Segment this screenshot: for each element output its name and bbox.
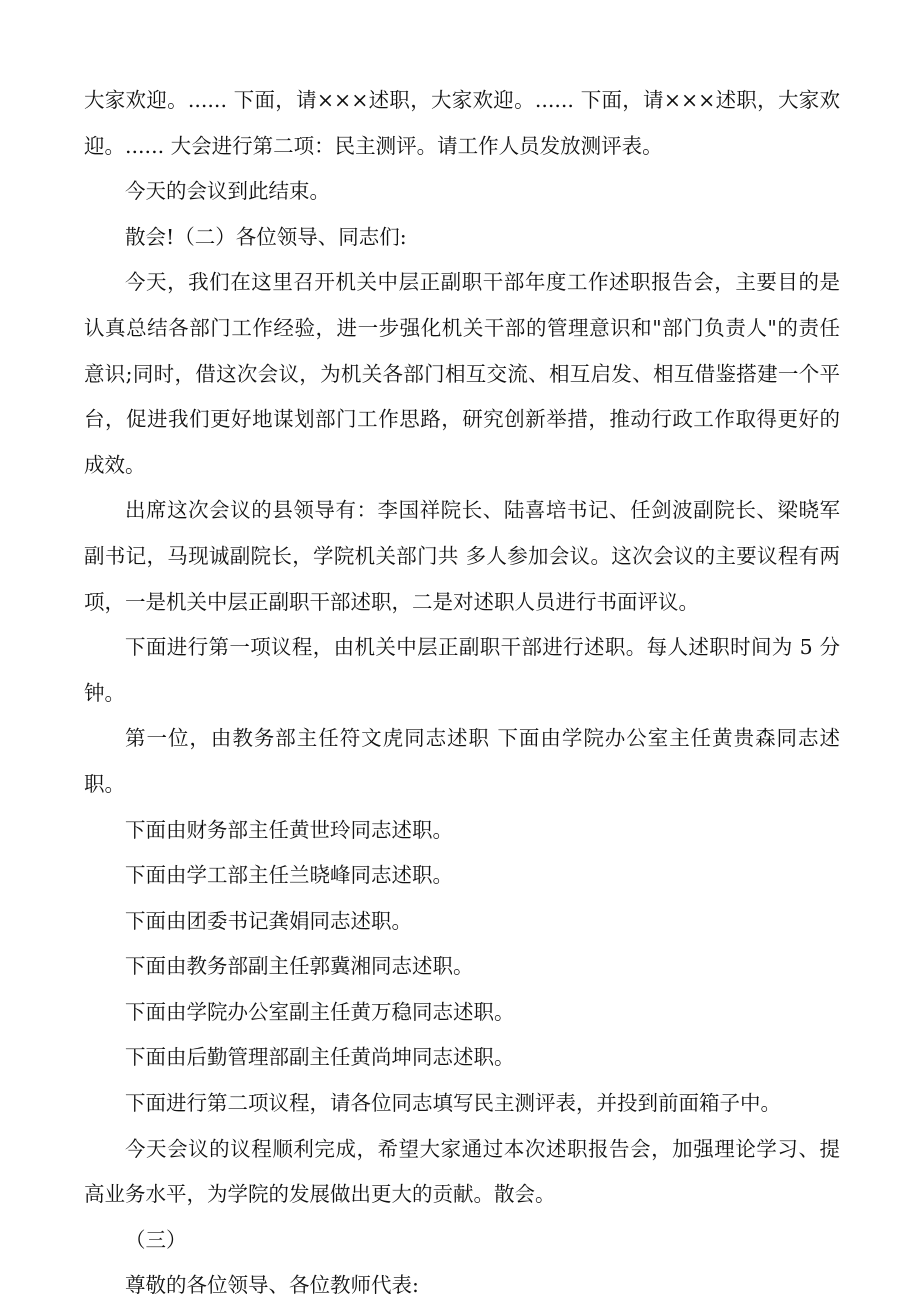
paragraph-11: 下面由教务部副主任郭冀湘同志述职。 <box>125 954 474 979</box>
paragraph-3: 散会!（二）各位领导、同志们: <box>125 224 407 249</box>
paragraph-1: 大家欢迎。...... 下面，请×××述职，大家欢迎。...... 下面，请×××述职，大家欢迎。...... 大会进行第二项：民主测评。请工作人员发放测评表。 <box>84 88 840 158</box>
paragraph-13: 下面由后勤管理部副主任黄尚坤同志述职。 <box>125 1045 515 1070</box>
paragraph-10: 下面由团委书记龚娟同志述职。 <box>125 908 412 933</box>
paragraph-5: 出席这次会议的县领导有：李国祥院长、陆喜培书记、任剑波副院长、梁晓军副书记，马现诚副院长，学院机关部门共 多人参加会议。这次会议的主要议程有两项，一是机关中层正副职干部述职，二是对述职人员进行书面评议。 <box>84 498 840 614</box>
paragraph-2: 今天的会议到此结束。 <box>125 179 330 204</box>
paragraph-16: （三） <box>125 1227 187 1252</box>
paragraph-14: 下面进行第二项议程，请各位同志填写民主测评表，并投到前面箱子中。 <box>125 1091 781 1116</box>
paragraph-4: 今天，我们在这里召开机关中层正副职干部年度工作述职报告会，主要目的是认真总结各部门工作经验，进一步强化机关干部的管理意识和"部门负责人"的责任意识;同时，借这次会议，为机关各部门相互交流、相互启发、相互借鉴搭建一个平台，促进我们更好地谋划部门工作思路，研究创新举措，推动行政工作取得更好的成效。 <box>84 270 840 477</box>
document-page <box>84 78 840 1309</box>
paragraph-9: 下面由学工部主任兰晓峰同志述职。 <box>125 863 453 888</box>
paragraph-15: 今天会议的议程顺利完成，希望大家通过本次述职报告会，加强理论学习、提高业务水平，为学院的发展做出更大的贡献。散会。 <box>84 1136 840 1207</box>
paragraph-7: 第一位，由教务部主任符文虎同志述职 下面由学院办公室主任黄贵森同志述职。 <box>84 726 840 796</box>
paragraph-12: 下面由学院办公室副主任黄万稳同志述职。 <box>125 999 515 1024</box>
paragraph-8: 下面由财务部主任黄世玲同志述职。 <box>125 817 453 842</box>
paragraph-17: 尊敬的各位领导、各位教师代表: <box>125 1273 419 1298</box>
paragraph-6: 下面进行第一项议程，由机关中层正副职干部进行述职。每人述职时间为 5 分钟。 <box>84 635 840 705</box>
